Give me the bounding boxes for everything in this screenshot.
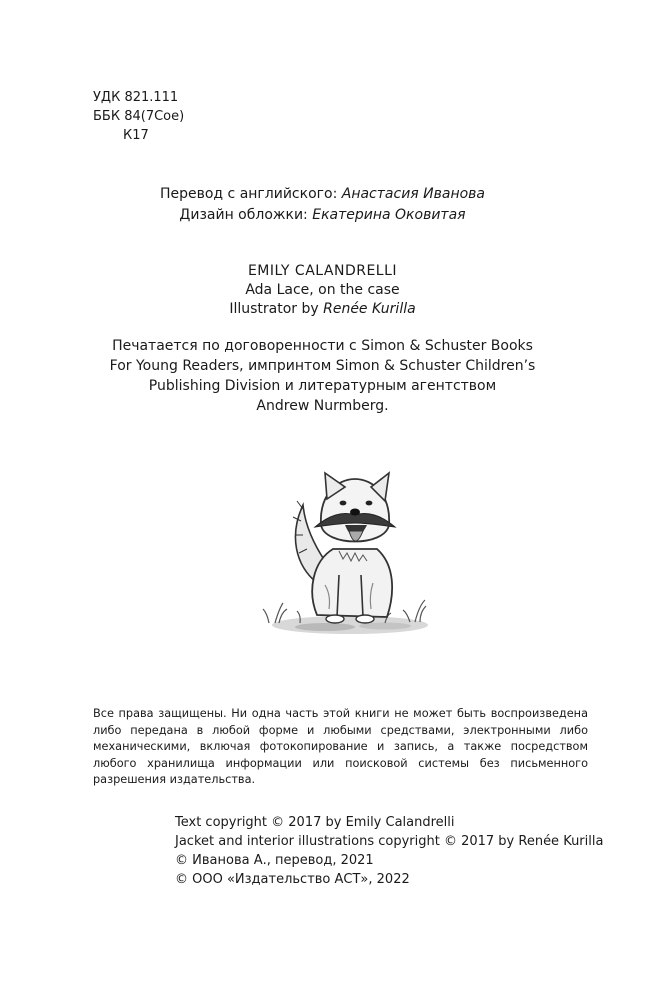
dog-paw-right (356, 615, 374, 623)
cover-credit (0, 205, 645, 226)
rights-notice (93, 706, 588, 789)
dog-eye-right (366, 501, 373, 506)
dog-paw-left (326, 615, 344, 623)
cover-label: Дизайн обложки: (179, 207, 313, 223)
copyright-line: Text copyright © 2017 by Emily Calandrelli (175, 815, 455, 830)
original-title: Ada Lace, on the case (245, 282, 400, 298)
rights-text: Все права защищены. Ни одна часть этой книги не может быть воспроизведена либо передана в любой форме и любыми средствами, электронными либо механическими, включая фотокопирование и запись, а также посредством любого хранилища информации или поисковой системы без письменного разрешения издательства. (93, 707, 588, 786)
udk-code: УДК 821.111 (93, 90, 179, 105)
copyright-line: Jacket and interior illustrations copyright © 2017 by Renée Kurilla (175, 834, 604, 849)
license-line: Andrew Nurmberg. (256, 398, 389, 414)
cover-designer-name: Екатерина Оковитая (312, 207, 466, 223)
author-mark: К17 (123, 128, 149, 143)
dog-eye-left (340, 501, 347, 506)
dog-nose (350, 509, 360, 516)
license-line: Publishing Division и литературным агентством (148, 378, 497, 394)
credits-block (0, 184, 645, 226)
translation-label: Перевод с английского: (159, 186, 342, 202)
copyright-line: © Иванова А., перевод, 2021 (175, 853, 374, 868)
copyright-block (175, 813, 603, 889)
dog-illustration (255, 465, 445, 640)
license-line: Печатается по договоренности с Simon & Schuster Books (112, 338, 533, 354)
illustrator-name: Renée Kurilla (323, 301, 416, 317)
license-statement (0, 336, 645, 416)
ground-patch (295, 623, 355, 631)
classification-block (93, 88, 184, 145)
license-line: For Young Readers, импринтом Simon & Schuster Children’s (109, 358, 536, 374)
original-author: EMILY CALANDRELLI (247, 263, 398, 279)
illustrator-label: Illustrator by (229, 301, 324, 317)
translation-credit (0, 184, 645, 205)
copyright-line: © ООО «Издательство АСТ», 2022 (175, 872, 410, 887)
illustrator-credit (0, 300, 645, 319)
dog-icon (255, 465, 445, 640)
original-edition-block (0, 262, 645, 319)
translator-name: Анастасия Иванова (341, 186, 486, 202)
bbk-code: ББК 84(7Сое) (93, 109, 185, 124)
